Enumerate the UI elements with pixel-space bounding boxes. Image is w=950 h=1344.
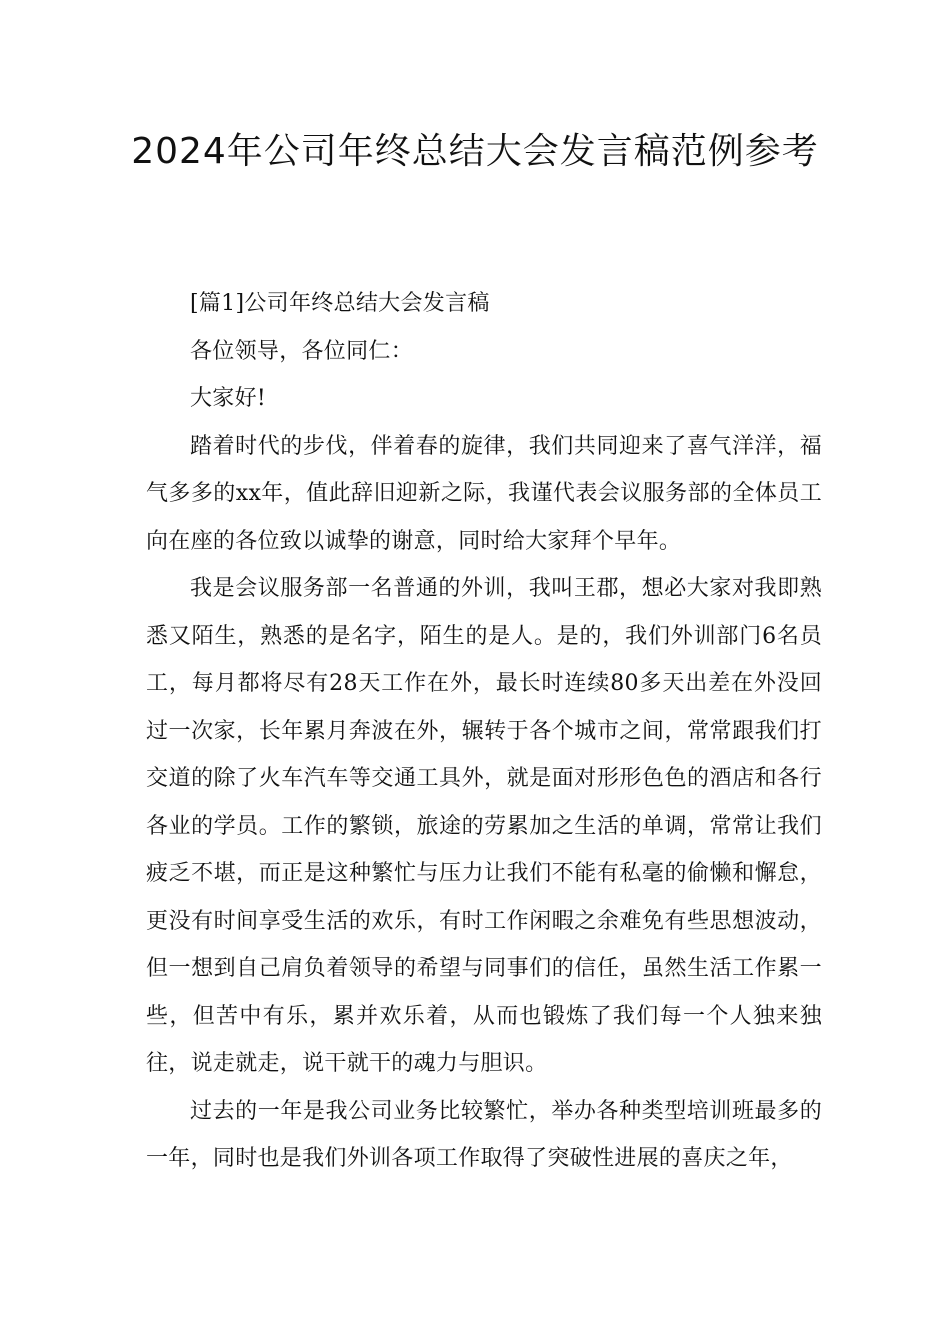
paragraph: 我是会议服务部一名普通的外训，我叫王郡，想必大家对我即熟悉又陌生，熟悉的是名字，陌生的是人。是的，我们外训部门6名员工，每月都将尽有28天工作在外，最长时连续80多天出差在外没回过一次家，长年累月奔波在外，辗转于各个城市之间，常常跟我们打交道的除了火车汽车等交通工具外，就是面对形形色色的酒店和各行各业的学员。工作的繁锁，旅途的劳累加之生活的单调，常常让我们疲乏不堪，而正是这种繁忙与压力让我们不能有私毫的偷懒和懈怠，更没有时间享受生活的欢乐，有时工作闲暇之余难免有些思想波动，但一想到自己肩负着领导的希望与同事们的信任，虽然生活工作累一些，但苦中有乐，累并欢乐着，从而也锻炼了我们每一个人独来独往，说走就走，说干就干的魂力与胆识。: [146, 576, 822, 1076]
salutation: 各位领导，各位同仁：: [190, 338, 414, 364]
paragraph: 踏着时代的步伐，伴着春的旋律，我们共同迎来了喜气洋洋，福气多多的xx年，值此辞旧迎新之际，我谨代表会议服务部的全体员工向在座的各位致以诚挚的谢意，同时给大家拜个早年。: [146, 433, 822, 554]
paragraph: 过去的一年是我公司业务比较繁忙，举办各种类型培训班最多的一年，同时也是我们外训各项工作取得了突破性进展的喜庆之年，: [146, 1098, 822, 1171]
document-title: 2024年公司年终总结大会发言稿范例参考: [131, 131, 819, 172]
greeting: 大家好!: [190, 386, 267, 411]
section-heading: [篇1]公司年终总结大会发言稿: [190, 291, 490, 316]
document-body: [146, 280, 822, 1183]
